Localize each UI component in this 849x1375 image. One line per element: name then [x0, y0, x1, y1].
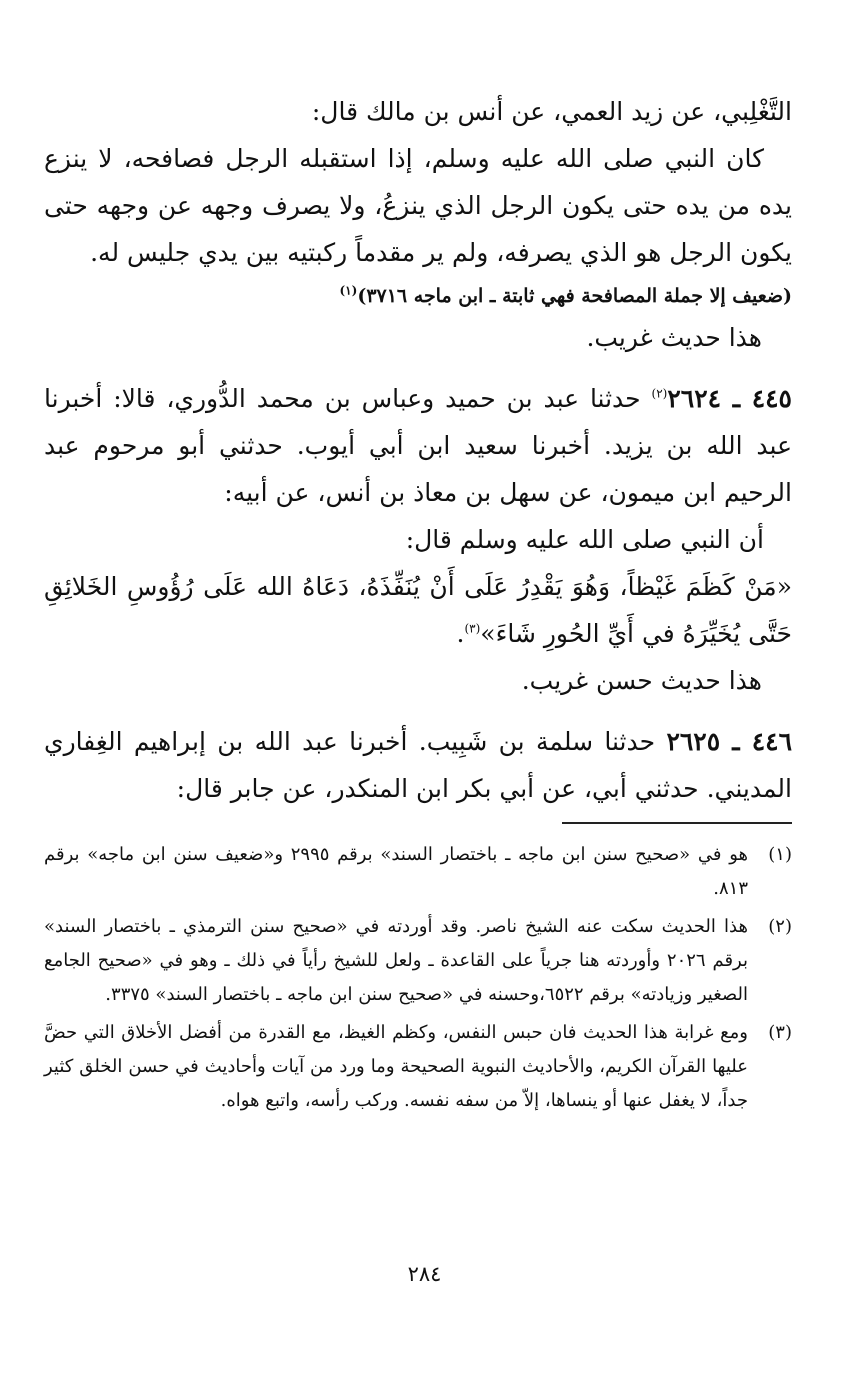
hadith-number: ٤٤٦ ـ ٢٦٢٥ [666, 727, 793, 756]
grading-text: (ضعيف إلا جملة المصافحة فهي ثابتة ـ ابن ماجه ٣٧١٦) [357, 285, 792, 307]
paragraph-isnad-end: التَّغْلِبي، عن زيد العمي، عن أنس بن مالك قال: [311, 97, 792, 126]
footnote-text: هذا الحديث سكت عنه الشيخ ناصر. وقد أوردته في «صحيح سنن الترمذي ـ باختصار السند» برقم ٢٠٢٦ وأوردته هنا جرياً على القاعدة ـ ولعل للشيخ رأياً في ذلك ـ وهو في «صحيح الجامع الصغير وزيادته» برقم ٦٥٢٢،وحسنه في «صحيح سنن ابن ماجه ـ باختصار السند» ٣٣٧٥. [44, 916, 748, 1005]
footnote-2 [44, 910, 792, 1012]
verdict-gharib: هذا حديث غريب. [586, 323, 762, 352]
hadith-number: ٤٤٥ ـ ٢٦٢٤ [667, 384, 792, 413]
footnote-text: هو في «صحيح سنن ابن ماجه ـ باختصار السند» برقم ٢٩٩٥ و«ضعيف سنن ابن ماجه» برقم ٨١٣. [44, 844, 748, 899]
isnad-text: حدثنا عبد بن حميد وعباس بن محمد الدُّوري، قالا: أخبرنا عبد الله بن يزيد. أخبرنا سعيد ابن أبي أيوب. حدثني أبو مرحوم عبد الرحيم ابن ميمون، عن سهل بن معاذ بن أنس، عن أبيه: [44, 384, 792, 507]
paragraph-hadith-text: كان النبي صلى الله عليه وسلم، إذا استقبله الرجل فصافحه، لا ينزع يده من يده حتى يكون الرجل الذي ينزعُ، ولا يصرف وجهه عن وجهه حتى يكون الرجل هو الذي يصرفه، ولم ير مقدماً ركبتيه بين يدي جليس له. [44, 144, 792, 267]
footnote-number: (٢) [768, 916, 792, 937]
footnote-number: (١) [768, 844, 792, 865]
grading-note [44, 278, 792, 314]
footnote-text: ومع غرابة هذا الحديث فان حبس النفس، وكظم الغيظ، مع القدرة من أفضل الأخلاق التي حضَّ عليها القرآن الكريم، والأحاديث النبوية الصحيحة وما ورد من آيات وأحاديث في حسن الخلق كثير جداً، لا يغفل عنها أو ينساها، إلاّ من سفه نفسه. وركب رأسه، واتبع هواه. [44, 1022, 748, 1111]
matn-period: . [456, 619, 465, 648]
hadith-445-intro: أن النبي صلى الله عليه وسلم قال: [405, 525, 764, 554]
page-body [44, 88, 792, 1122]
verdict-hasan-gharib: هذا حديث حسن غريب. [521, 666, 762, 695]
footnote-1 [44, 838, 792, 906]
hadith-445-isnad [44, 375, 792, 516]
footnote-number: (٣) [768, 1022, 792, 1043]
footnote-ref-3: (٣) [464, 621, 481, 636]
hadith-445-matn [44, 563, 792, 657]
footnote-3 [44, 1016, 792, 1118]
main-text [44, 88, 792, 812]
footnote-ref-2: (٢) [651, 386, 668, 401]
footnotes [44, 838, 792, 1118]
footnote-ref-1: (١) [339, 283, 358, 298]
isnad-text: حدثنا سلمة بن شَبِيب. أخبرنا عبد الله بن إبراهيم الغِفاري المديني. حدثني أبي، عن أبي بكر ابن المنكدر، عن جابر قال: [44, 727, 792, 803]
page-number: ٢٨٤ [407, 1262, 442, 1286]
hadith-446-isnad [44, 718, 792, 812]
matn-text: «مَنْ كَظَمَ غَيْظاً، وَهُوَ يَقْدِرُ عَلَى أَنْ يُنَفِّذَهُ، دَعَاهُ الله عَلَى رُؤُوسِ الخَلائِقِ حَتَّى يُخَيِّرَهُ في أَيِّ الحُورِ شَاءَ» [44, 572, 792, 648]
footnote-separator [562, 822, 792, 824]
